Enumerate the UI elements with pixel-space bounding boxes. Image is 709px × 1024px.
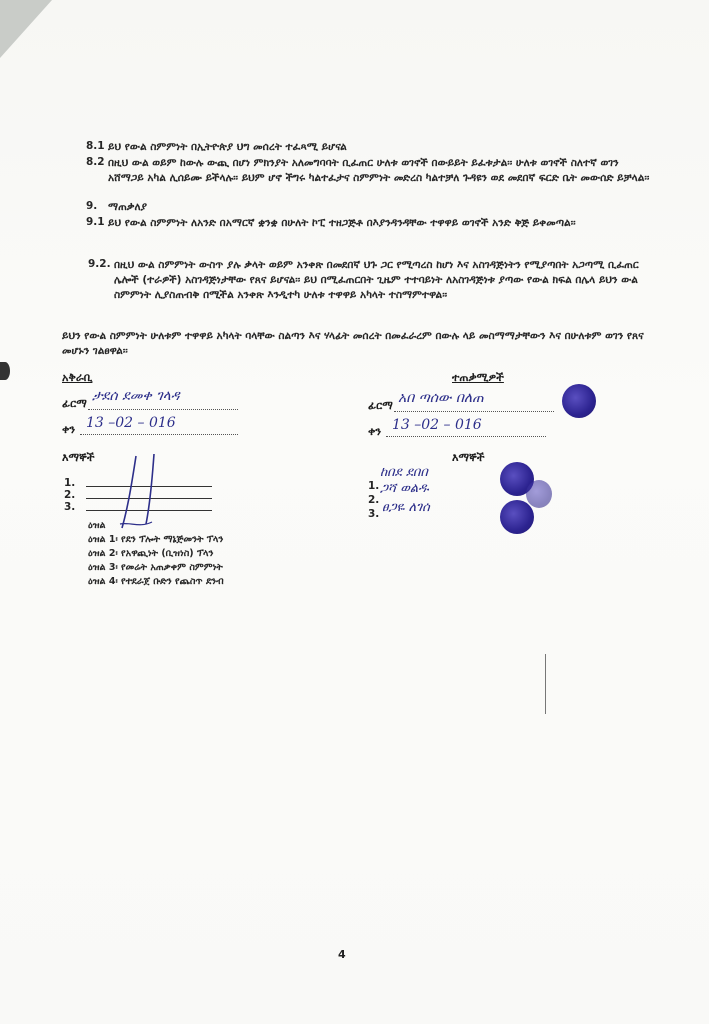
punch-hole-mark [0,362,10,380]
clause-text: በዚህ ውል ወይም ከውሉ ውጪ በሆነ ምክንያት አለመግባባት ቢፈጠር ሁለቱ ወገኖች በውይይት ይፈቱታል፡፡ ሁለቱ ወገኖች ስለተኛ ወገን አሸማጋይ አካል ሊሰይሙ ይችላሉ፡፡ ይህም ሆኖ ችግሩ ካልተፈታና ስምምነት መድረስ ካልተቻለ ጉዳዩን ወደ መደበኛ ፍርድ ቤት መውሰድ ይቻላል፡፡ [108,157,650,184]
closing-statement: ይህን የውል ስምምነት ሁለቱም ተዋዋይ አካላት ባላቸው ስልጣን እና ሃላፊት መሰረት በመፈራረም በውሉ ላይ መስማማታቸውን እና በሁለቱም ወገን የጸና መሆኑን ገልፀዋል፡፡ [62,330,644,357]
clause-number: 9.2. [88,258,111,270]
date-label: ቀን [368,425,382,438]
witness-name: ከበደ ደበበ [380,465,428,480]
supplier-signature: ታደሰ ደመቀ ገላዳ [92,388,180,404]
date-label: ቀን [62,423,76,436]
section-number: 9. [86,200,98,212]
signature-label: ፊርማ [62,397,87,410]
beneficiary-signature: አበ ጣሰው በለጠ [398,390,484,406]
signature-line [394,411,554,412]
witness-number: 3. [64,501,76,513]
annex-item: ዕዝል 3፡ የመሬት አጠቃቀም ስምምነት [88,562,223,573]
handwritten-strike-marks [110,452,180,532]
page-corner-fold [0,0,52,58]
witness-number: 3. [368,508,380,520]
clause-number: 9.1 [86,216,105,228]
clause-number: 8.2 [86,156,105,168]
clause-number: 8.1 [86,140,105,152]
annex-item: ዕዝል 1፡ የደን ፕሎት ማኔጅመንት ፕላን [88,534,224,545]
annex-item: ዕዝል 4፡ የተደራጀ ቡድን የጨስጥ ደንብ [88,576,224,587]
thumbprint-stamp [526,480,552,508]
witness-name: ጋሻ ወልዱ [380,481,429,496]
page-number: 4 [338,948,346,961]
witness-number: 1. [368,480,380,492]
beneficiary-date: 13 –02 – 016 [392,417,482,433]
date-line [80,434,238,435]
witnesses-title: እማኞች [62,451,95,464]
witness-number: 2. [368,494,380,506]
scan-line-mark [545,654,546,714]
signature-label: ፊርማ [368,399,393,412]
supplier-title: አቅራቢ [62,371,93,384]
thumbprint-stamp [500,500,534,534]
witnesses-title: እማኞች [452,451,485,464]
date-line [386,436,546,437]
witness-name: ፀጋዬ ለገሰ [382,500,430,515]
clause-text: በዚህ ውል ስምምነት ውስጥ ያሉ ቃላት ወይም አንቀጽ በመደበኛ ህጉ ጋር የሚጣረስ ከሆነ እና አስገዳጅነትን የሚያጣበት አጋጣሚ ቢፈጠር ሌሎች (ተራዎች) አስገዳጅነታቸው የጸና ይሆናል፡፡ ይህ በሚፈጠርበት ጊዜም ተተባይነት ለአስገዳጅነቱ ያጣው የውል ክፍል በሌላ ይህን ውል ስምምነት ሊያስጠብቅ በሚችል አንቀጽ እንዲተካ ሁለቱ ተዋዋይ አካላት ተስማምተዋል፡፡ [114,259,639,301]
clause-text: ይህ የውል ስምምነት በኢትዮጵያ ህግ መሰረት ተፈጻሚ ይሆናል [108,141,347,153]
witness-number: 1. [64,477,76,489]
annex-item: ዕዝል 2፡ የአዋጪነት (ቢዝነስ) ፕላን [88,548,214,559]
annex-heading: ዕዝል [88,520,106,531]
witness-number: 2. [64,489,76,501]
clause-text: ይህ የውል ስምምነት ለአንድ በአማርኛ ቋንቋ በሁለት ኮፒ ተዘጋጅቶ በእያንዳንዳቸው ተዋዋይ ወገኖች አንድ ቅጅ ይቀመጣል፡፡ [108,217,576,229]
thumbprint-stamp [562,384,596,418]
signature-line [88,409,238,410]
supplier-date: 13 –02 – 016 [86,415,176,431]
section-heading: ማጠቃለያ [108,201,148,213]
beneficiaries-title: ተጠቃሚዎች [452,371,504,384]
